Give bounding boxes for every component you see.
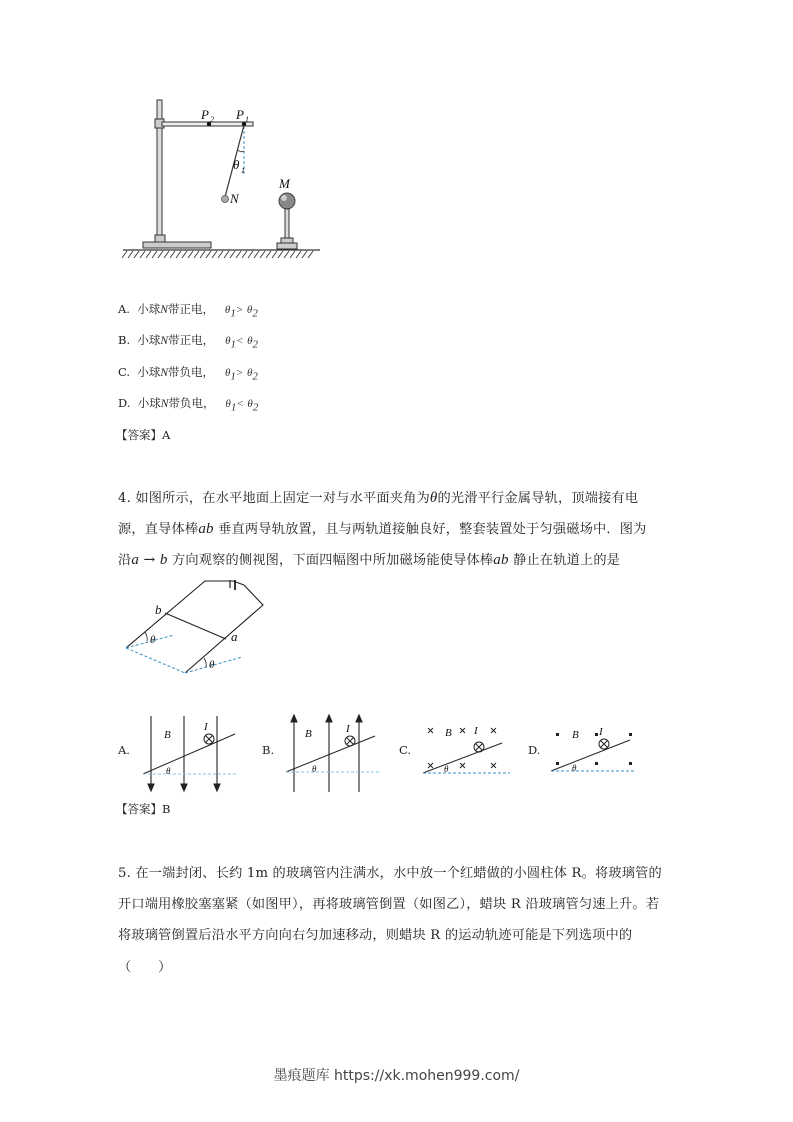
sub: 2 xyxy=(252,338,258,351)
ground-hatch xyxy=(170,251,175,258)
option-text: 小球 xyxy=(137,302,161,316)
ground-hatch xyxy=(140,251,145,258)
sub: 2 xyxy=(252,370,258,383)
answer-label: 【答案】 xyxy=(116,428,162,442)
text: 的光滑平行金属导轨，顶端接有电 xyxy=(437,491,639,506)
relation: < xyxy=(235,335,244,347)
ground-hatch xyxy=(194,251,199,258)
label-theta: θ xyxy=(209,659,215,671)
option-text: 带负电， xyxy=(168,365,215,379)
option-letter: D. xyxy=(118,396,131,410)
ground-hatch xyxy=(206,251,211,258)
answer-q3 xyxy=(116,427,170,443)
label-theta: θ xyxy=(150,634,156,646)
option-text: 小球 xyxy=(137,396,161,410)
var-ab: ab xyxy=(198,521,214,537)
ground-hatch xyxy=(266,251,271,258)
ground-hatch xyxy=(182,251,187,258)
q4-line2 xyxy=(118,518,647,538)
sub: 2 xyxy=(252,307,258,320)
arrow: → xyxy=(143,552,156,568)
ground-hatch xyxy=(260,251,265,258)
option-text: 带负电， xyxy=(168,396,215,410)
var-theta: θ xyxy=(429,490,438,506)
ground-hatch xyxy=(128,251,133,258)
ground-hatch xyxy=(296,251,301,258)
ground-hatch xyxy=(254,251,259,258)
label-theta: θ xyxy=(312,764,317,774)
answer-value: A xyxy=(162,428,171,442)
ground-hatch xyxy=(290,251,295,258)
var-ab: ab xyxy=(493,552,509,568)
option-text: 带正电， xyxy=(167,302,214,316)
ground-hatch xyxy=(176,251,181,258)
ground-hatch xyxy=(152,251,157,258)
choice-c-letter: C. xyxy=(399,743,412,757)
var-b: b xyxy=(159,552,168,568)
ground-hatch xyxy=(284,251,289,258)
label-p2-sub: 2 xyxy=(210,115,214,124)
label-current: I xyxy=(204,721,208,733)
ground-hatch xyxy=(164,251,169,258)
ground-hatch xyxy=(236,251,241,258)
sub: 2 xyxy=(252,401,259,414)
option-var: N xyxy=(160,367,169,379)
ground-hatch xyxy=(230,251,235,258)
text: 静止在轨道上的是 xyxy=(513,553,621,568)
relation: > xyxy=(235,367,244,379)
q4-line1 xyxy=(118,487,638,507)
label-b-field: B xyxy=(572,729,579,741)
option-var: N xyxy=(160,398,169,410)
ground-hatch xyxy=(272,251,277,258)
label-p2: P xyxy=(201,107,209,122)
label-theta1: θ xyxy=(233,157,240,172)
text: 垂直两导轨放置，且与两轨道接触良好，整套装置处于匀强磁场中．图为 xyxy=(218,522,647,537)
theta: θ xyxy=(246,304,253,316)
label-m: M xyxy=(279,176,290,191)
ground-hatch xyxy=(212,251,217,258)
relation: < xyxy=(236,398,244,410)
choice-b-figure[interactable] xyxy=(283,714,393,794)
label-theta1-sub: 1 xyxy=(241,166,245,175)
option-a[interactable] xyxy=(118,301,258,319)
option-c[interactable] xyxy=(118,364,258,382)
choice-d-letter: D. xyxy=(528,743,541,757)
var-a: a xyxy=(131,552,140,568)
option-letter: C. xyxy=(118,365,131,379)
label-theta: θ xyxy=(444,764,449,774)
option-text: 小球 xyxy=(137,365,161,379)
footer-watermark[interactable]: 墨痕题库 https://xk.mohen999.com/ xyxy=(273,1068,520,1084)
label-current: I xyxy=(599,726,603,738)
ground-hatch xyxy=(302,251,307,258)
label-p1-sub: 1 xyxy=(245,115,249,124)
choice-b-letter: B. xyxy=(262,743,275,757)
ground-hatch xyxy=(188,251,193,258)
q5-line3: 将玻璃管倒置后沿水平方向向右匀加速移动，则蜡块 R 的运动轨迹可能是下列选项中的 xyxy=(118,928,633,943)
option-b[interactable] xyxy=(118,332,258,350)
answer-q4 xyxy=(116,801,170,817)
ground-hatch xyxy=(218,251,223,258)
ground-hatch xyxy=(158,251,163,258)
sub: 1 xyxy=(230,401,237,414)
q4-line3 xyxy=(118,549,620,569)
theta: θ xyxy=(225,367,231,379)
ground-hatch xyxy=(278,251,283,258)
label-theta: θ xyxy=(572,763,577,773)
theta: θ xyxy=(225,335,231,347)
ground-hatch xyxy=(134,251,139,258)
q5-line2: 开口端用橡胶塞塞紧（如图甲），再将玻璃管倒置（如图乙），蜡块 R 沿玻璃管匀速上升。若 xyxy=(118,897,660,912)
ground-hatch xyxy=(308,251,313,258)
option-d[interactable] xyxy=(118,395,258,413)
theta: θ xyxy=(225,398,231,410)
choice-c-figure[interactable] xyxy=(420,720,520,780)
figure-inclined-rails xyxy=(118,580,278,680)
text: 沿 xyxy=(118,553,132,568)
label-a: a xyxy=(231,629,238,644)
label-p1: P xyxy=(236,107,244,122)
text: 方向观察的侧视图，下面四幅图中所加磁场能使导体棒 xyxy=(171,553,494,568)
label-b-field: B xyxy=(164,729,171,741)
ground-hatch xyxy=(248,251,253,258)
q5-line1: 5. 在一端封闭、长约 1m 的玻璃管内注满水，水中放一个红蜡做的小圆柱体 R。将玻璃管的 xyxy=(118,866,662,881)
label-b-field: B xyxy=(305,728,312,740)
answer-label: 【答案】 xyxy=(116,802,162,816)
ground-hatch xyxy=(224,251,229,258)
sub: 1 xyxy=(230,307,236,320)
label-b: b xyxy=(155,602,162,617)
label-n: N xyxy=(230,191,239,206)
ground-hatch xyxy=(122,251,127,258)
label-current: I xyxy=(474,725,478,737)
label-current: I xyxy=(346,723,350,735)
theta: θ xyxy=(224,304,231,316)
label-b-field: B xyxy=(445,727,452,739)
figure-charged-pendulum xyxy=(115,95,330,265)
theta: θ xyxy=(247,335,253,347)
answer-value: B xyxy=(162,802,171,816)
ground-hatch xyxy=(146,251,151,258)
relation: > xyxy=(235,304,244,316)
q5-line4: （ ） xyxy=(118,960,172,975)
choice-a-letter: A. xyxy=(118,743,130,757)
option-letter: B. xyxy=(118,333,131,347)
sub: 1 xyxy=(230,338,236,351)
choice-d-figure[interactable] xyxy=(550,720,645,780)
label-theta: θ xyxy=(166,766,171,776)
ground-hatch xyxy=(242,251,247,258)
text: 源，直导体棒 xyxy=(118,522,199,537)
text: 4. 如图所示，在水平地面上固定一对与水平面夹角为 xyxy=(118,491,430,506)
ground-hatch xyxy=(200,251,205,258)
option-var: N xyxy=(160,304,168,316)
option-letter: A. xyxy=(118,302,130,316)
theta: θ xyxy=(247,367,253,379)
choice-a-figure[interactable] xyxy=(140,714,250,794)
option-var: N xyxy=(160,335,169,347)
option-text: 小球 xyxy=(137,333,161,347)
sub: 1 xyxy=(230,370,236,383)
theta: θ xyxy=(247,398,253,410)
option-text: 带正电， xyxy=(168,333,215,347)
